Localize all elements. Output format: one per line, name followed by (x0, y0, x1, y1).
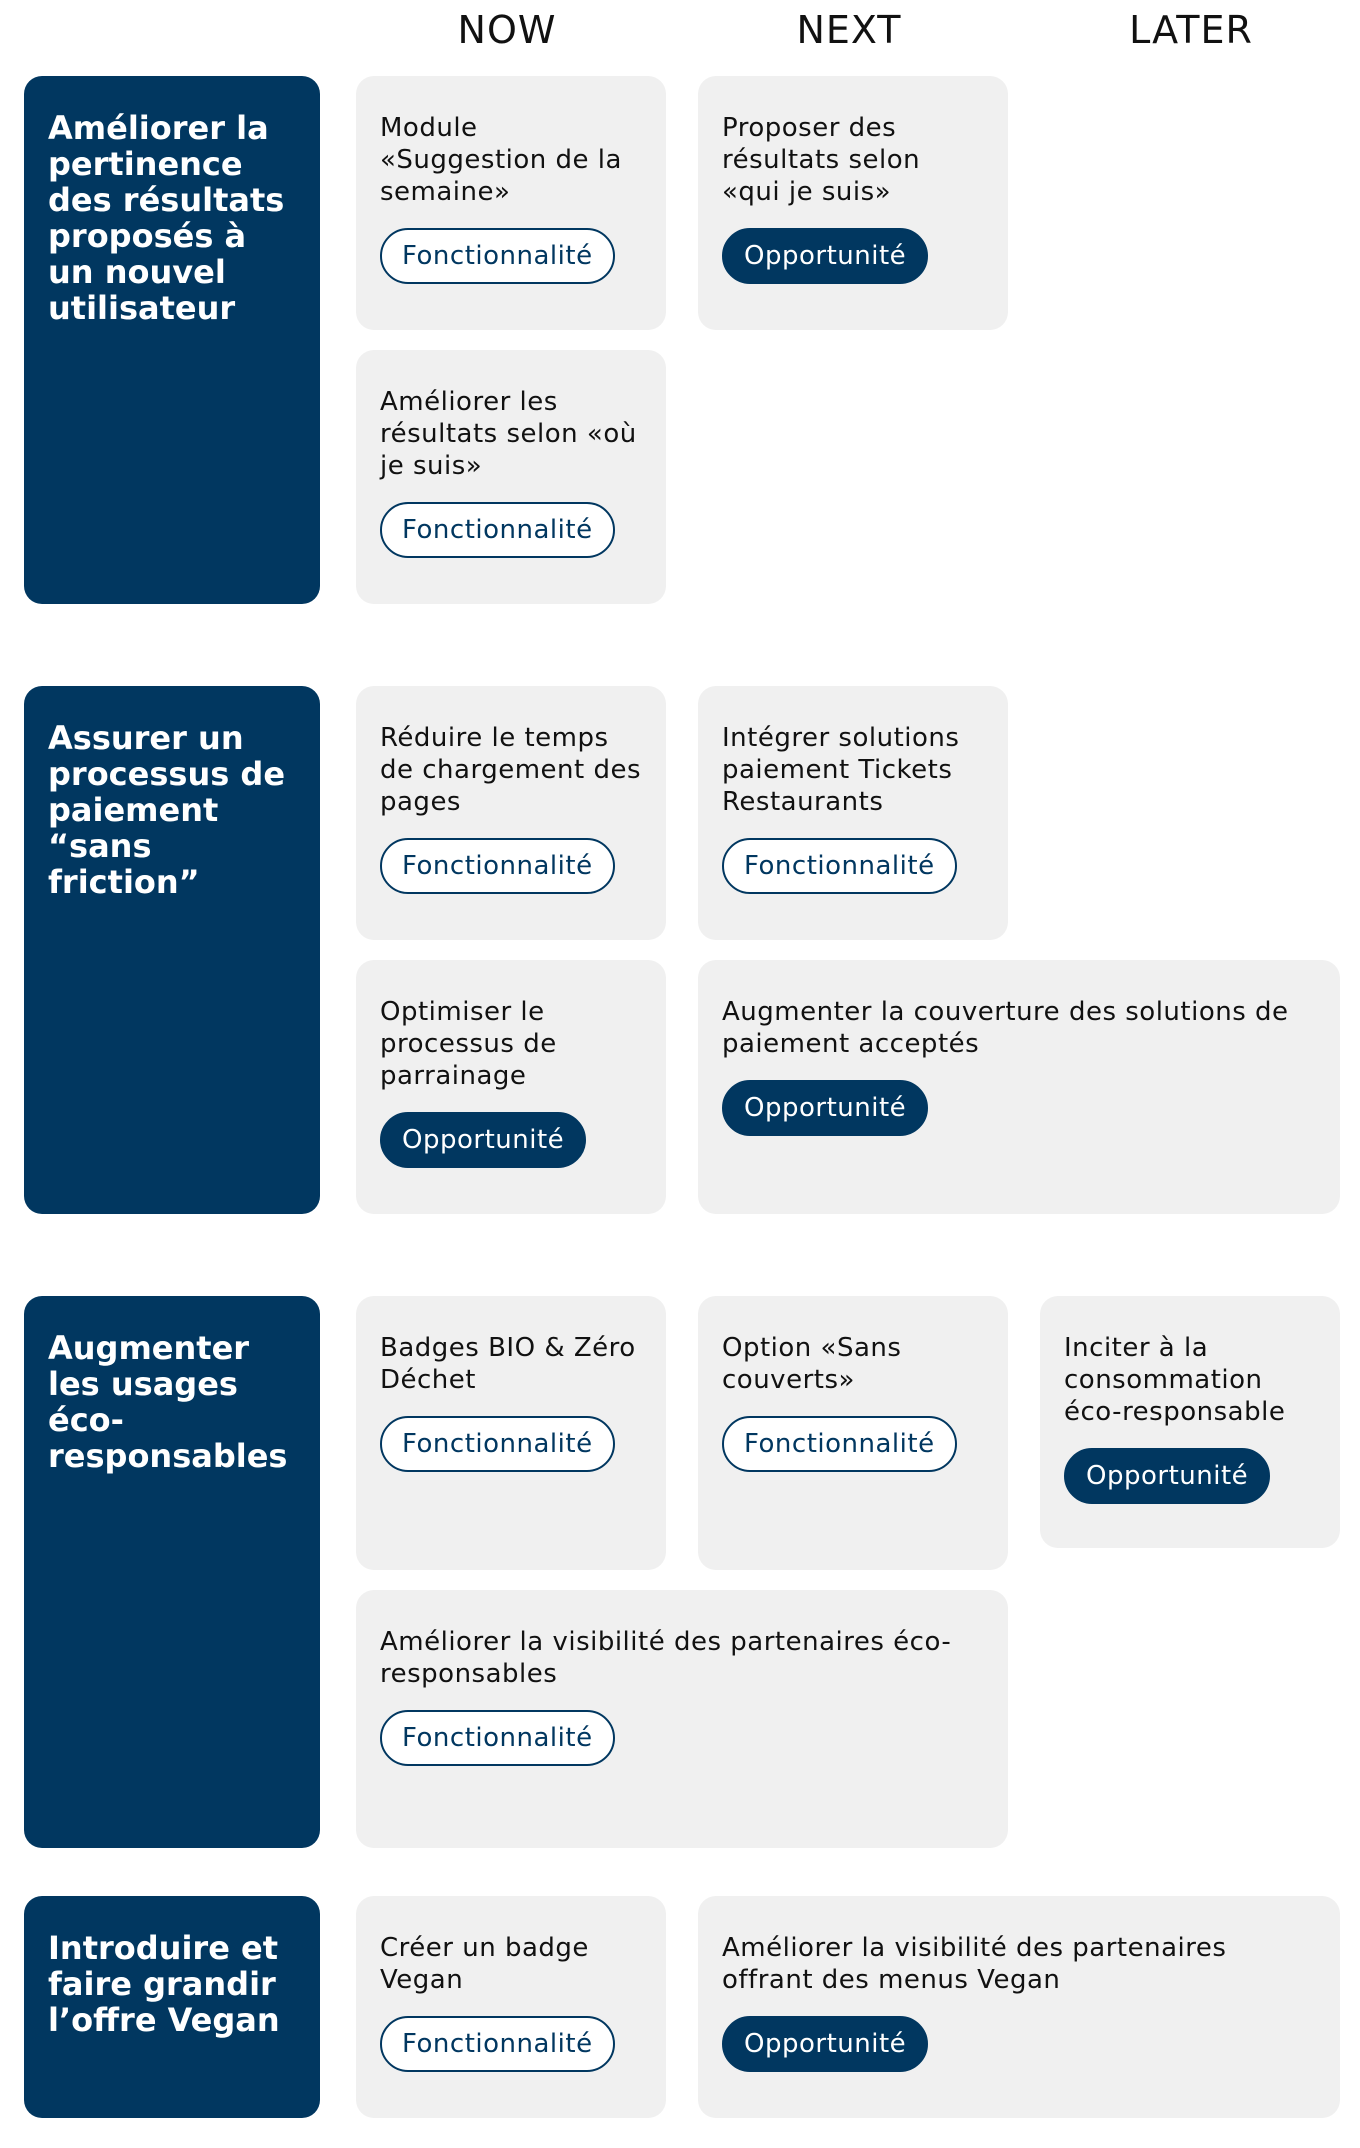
theme-block-vegan: Introduire et faire grandir l’offre Vegan (24, 1896, 320, 2118)
column-header-next: NEXT (796, 8, 902, 52)
roadmap-card[interactable] (698, 960, 1340, 1214)
tag-opportunite: Opportunité (1064, 1448, 1270, 1504)
roadmap-card[interactable] (356, 76, 666, 330)
roadmap-card[interactable] (698, 76, 1008, 330)
tag-fonctionnalite: Fonctionnalité (380, 2016, 615, 2072)
tag-fonctionnalite: Fonctionnalité (380, 838, 615, 894)
theme-block-eco: Augmenter les usages éco-responsables (24, 1296, 320, 1848)
card-title: Option «Sans couverts» (722, 1333, 902, 1395)
tag-fonctionnalite: Fonctionnalité (380, 1416, 615, 1472)
card-title: Améliorer la visibilité des partenaires éco-responsables (380, 1627, 952, 1689)
tag-opportunite: Opportunité (722, 228, 928, 284)
theme-block-paiement: Assurer un processus de paiement “sans friction” (24, 686, 320, 1214)
roadmap-card[interactable] (356, 1896, 666, 2118)
column-header-later: LATER (1129, 8, 1253, 52)
card-title: Badges BIO & Zéro Déchet (380, 1333, 636, 1395)
theme-block-pertinence: Améliorer la pertinence des résultats proposés à un nouvel utilisateur (24, 76, 320, 604)
card-title: Proposer des résultats selon «qui je suis» (722, 113, 921, 207)
roadmap-card[interactable] (698, 1296, 1008, 1570)
roadmap-card[interactable] (356, 1296, 666, 1570)
tag-fonctionnalite: Fonctionnalité (380, 1710, 615, 1766)
tag-fonctionnalite: Fonctionnalité (380, 502, 615, 558)
roadmap-card[interactable] (356, 960, 666, 1214)
card-title: Augmenter la couverture des solutions de paiement acceptés (722, 997, 1289, 1059)
card-title: Créer un badge Vegan (380, 1933, 589, 1995)
card-title: Optimiser le processus de parrainage (380, 997, 557, 1091)
tag-fonctionnalite: Fonctionnalité (380, 228, 615, 284)
card-title: Améliorer les résultats selon «où je suis» (380, 387, 637, 481)
roadmap-card[interactable] (356, 686, 666, 940)
roadmap-card[interactable] (698, 686, 1008, 940)
tag-fonctionnalite: Fonctionnalité (722, 1416, 957, 1472)
card-title: Intégrer solutions paiement Tickets Restaurants (722, 723, 960, 817)
roadmap-card[interactable] (356, 1590, 1008, 1848)
card-title: Améliorer la visibilité des partenaires offrant des menus Vegan (722, 1933, 1227, 1995)
tag-fonctionnalite: Fonctionnalité (722, 838, 957, 894)
tag-opportunite: Opportunité (722, 1080, 928, 1136)
card-title: Module «Suggestion de la semaine» (380, 113, 622, 207)
column-header-now: NOW (457, 8, 557, 52)
tag-opportunite: Opportunité (380, 1112, 586, 1168)
roadmap-card[interactable] (356, 350, 666, 604)
roadmap-card[interactable] (698, 1896, 1340, 2118)
card-title: Réduire le temps de chargement des pages (380, 723, 642, 817)
roadmap-card[interactable] (1040, 1296, 1340, 1548)
card-title: Inciter à la consommation éco-responsable (1064, 1333, 1286, 1427)
tag-opportunite: Opportunité (722, 2016, 928, 2072)
